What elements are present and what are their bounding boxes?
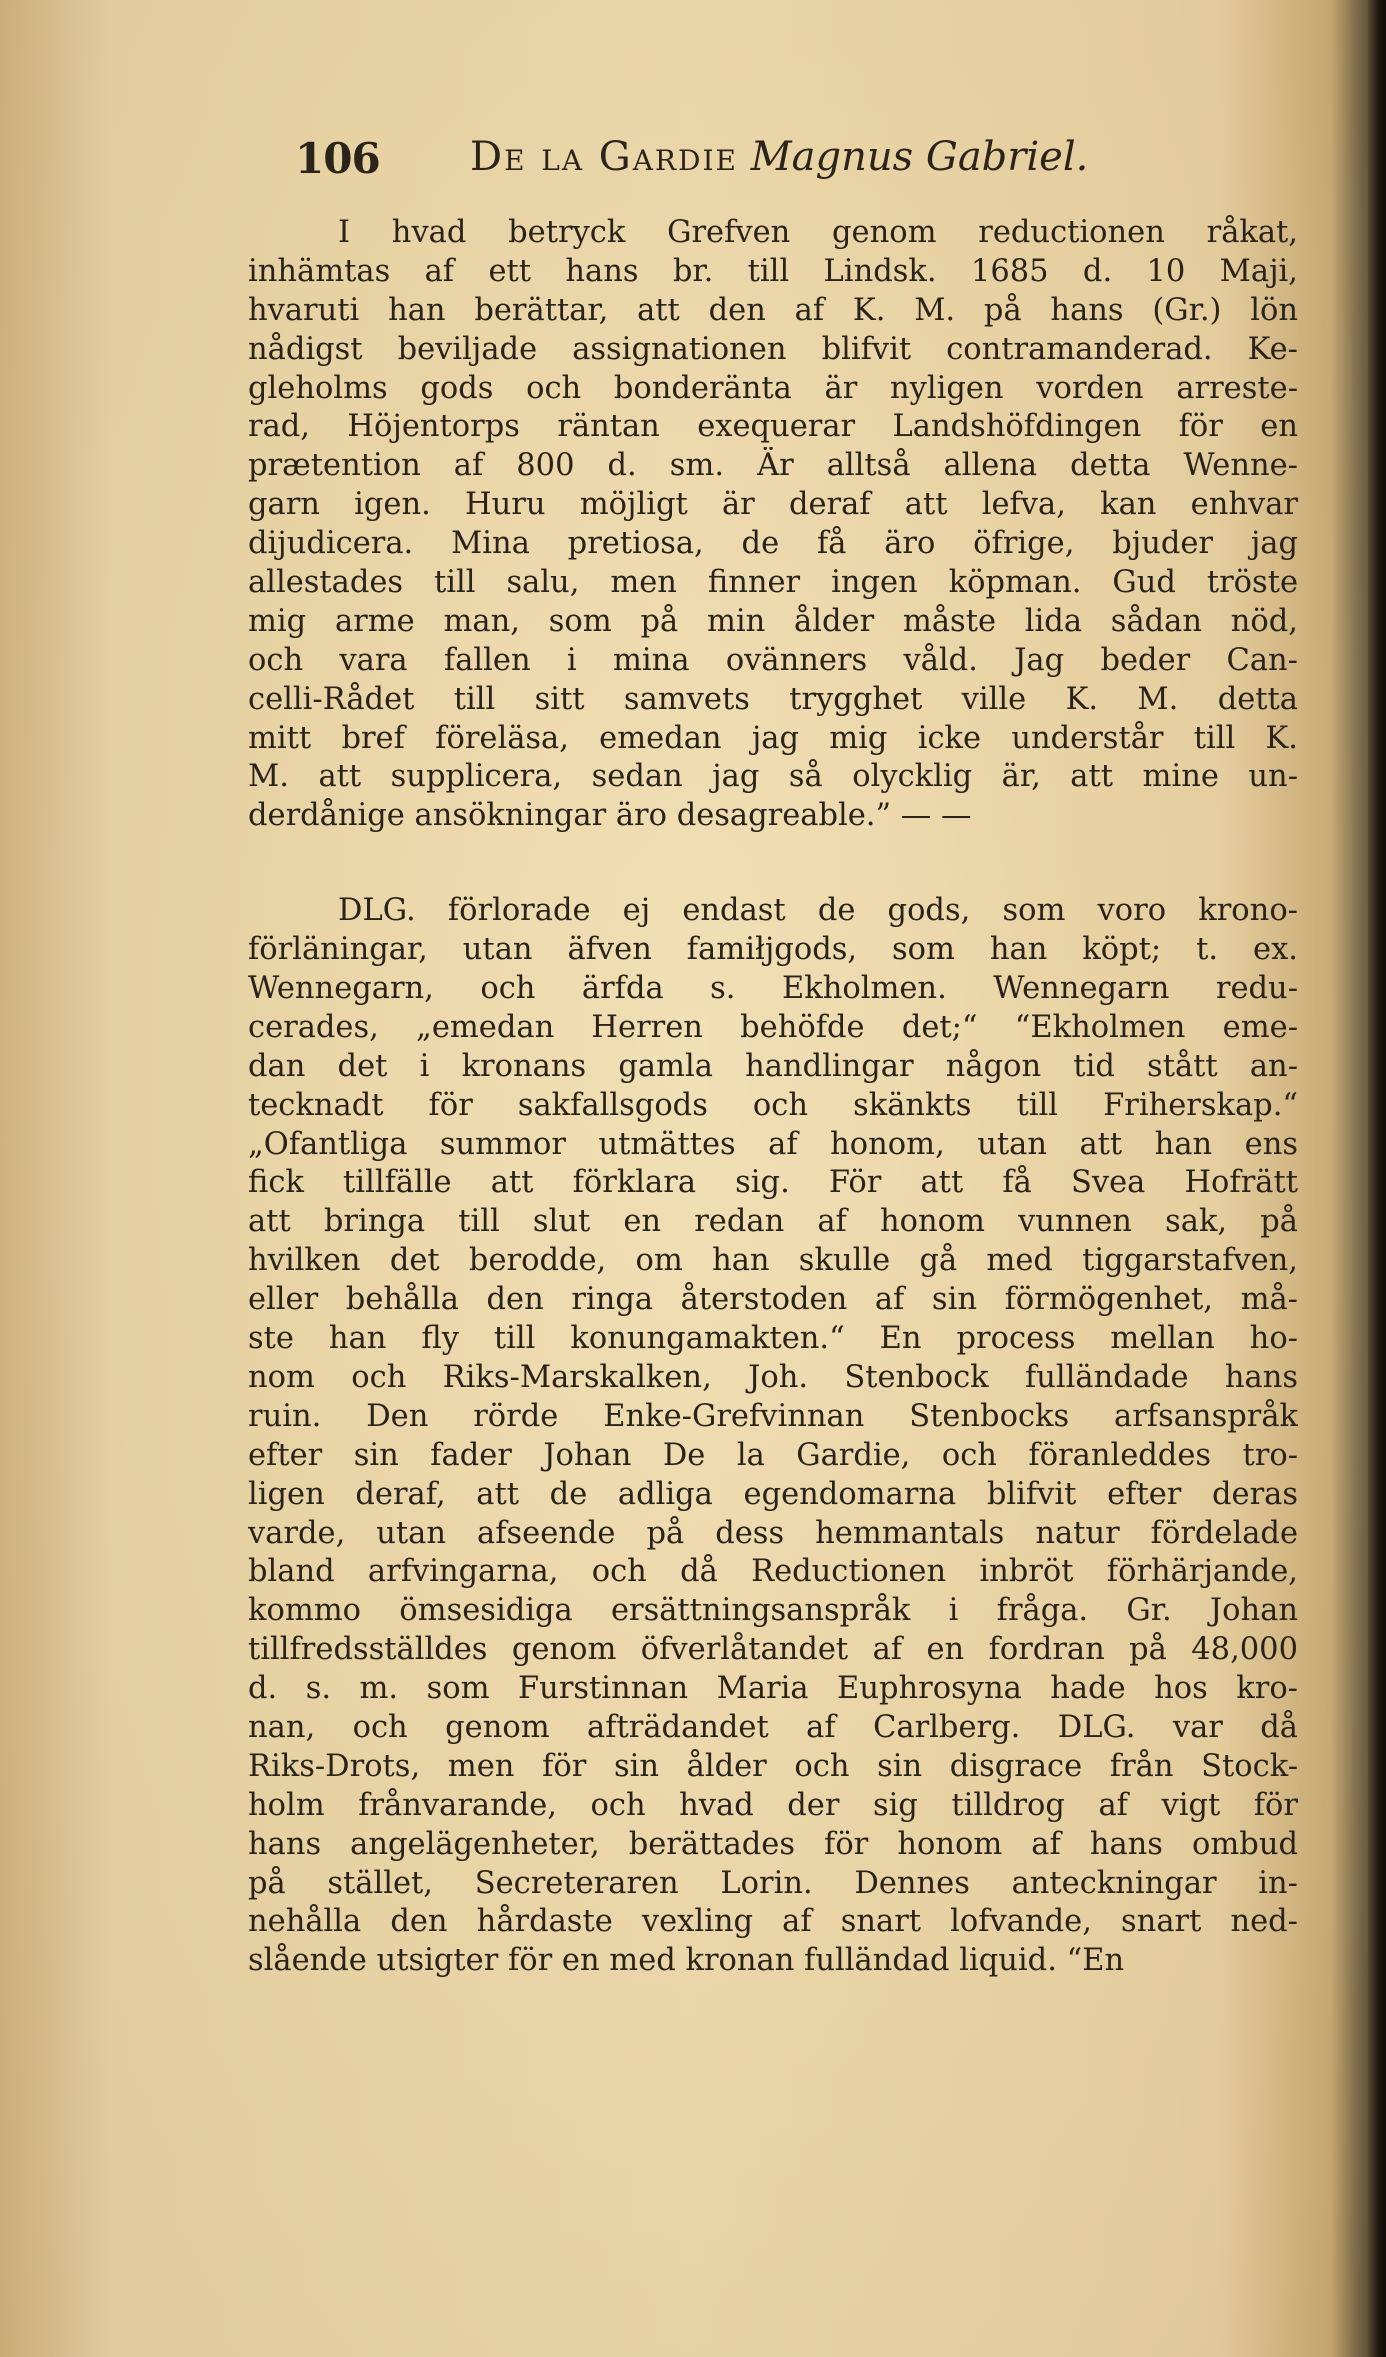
text-line: förläningar, utan äfven famiłjgods, som han köpt; t. ex.: [248, 932, 1298, 968]
text-line: allestades till salu, men finner ingen köpman. Gud tröste: [248, 565, 1298, 601]
text-line: mig arme man, som på min ålder måste lida sådan nöd,: [248, 603, 1298, 639]
text-line: Riks-Drots, men för sin ålder och sin disgrace från Stock-: [248, 1748, 1298, 1784]
paragraph-gap: [248, 836, 1298, 892]
text-line: och vara fallen i mina ovänners våld. Jag beder Can-: [248, 642, 1298, 678]
text-line: slående utsigter för en med kronan fulländad liquid. “En: [248, 1943, 1125, 1979]
page-edge: [1368, 0, 1386, 2357]
body-text: [248, 214, 1298, 1981]
paragraph-2: [248, 892, 1298, 1981]
text-line: DLG. förlorade ej endast de gods, som voro krono-: [338, 893, 1298, 929]
running-head: [470, 134, 1088, 180]
text-line: bland arfvingarna, och då Reductionen inbröt förhärjande,: [248, 1554, 1298, 1590]
text-line: hans angelägenheter, berättades för honom af hans ombud: [248, 1826, 1298, 1862]
text-line: hvaruti han berättar, att den af K. M. på hans (Gr.) lön: [248, 292, 1298, 328]
text-line: celli-Rådet till sitt samvets trygghet ville K. M. detta: [248, 681, 1298, 717]
running-head-author-prefix: De la Gardie: [470, 134, 738, 180]
text-line: d. s. m. som Furstinnan Maria Euphrosyna hade hos kro-: [248, 1671, 1298, 1707]
text-line: nom och Riks-Marskalken, Joh. Stenbock fulländade hans: [248, 1359, 1298, 1395]
text-line: holm frånvarande, och hvad der sig tilldrog af vigt för: [248, 1787, 1298, 1823]
text-line: ste han fly till konungamakten.“ En process mellan ho-: [248, 1321, 1298, 1357]
text-line: prætention af 800 d. sm. Är alltså allena detta Wenne-: [248, 448, 1298, 484]
text-line: cerades, „emedan Herren behöfde det;“ “Ekholmen eme-: [248, 1009, 1298, 1045]
text-line: gleholms gods och bonderänta är nyligen vorden arreste-: [248, 370, 1298, 406]
text-line: nan, och genom afträdandet af Carlberg. DLG. var då: [248, 1709, 1298, 1745]
text-line: dijudicera. Mina pretiosa, de få äro öfrige, bjuder jag: [248, 526, 1298, 562]
text-line: nehålla den hårdaste vexling af snart lofvande, snart ned-: [248, 1904, 1298, 1940]
page-number: 106: [295, 134, 380, 183]
paragraph-1: [248, 214, 1298, 836]
text-line: att bringa till slut en redan af honom vunnen sak, på: [248, 1204, 1298, 1240]
text-line: garn igen. Huru möjligt är deraf att lefva, kan enhvar: [248, 487, 1298, 523]
text-line: Wennegarn, och ärfda s. Ekholmen. Wennegarn redu-: [248, 971, 1298, 1007]
text-line: tillfredsställdes genom öfverlåtandet af en fordran på 48,000: [248, 1632, 1298, 1668]
text-line: M. att supplicera, sedan jag så olycklig är, att mine un-: [248, 759, 1298, 795]
text-line: derdånige ansökningar äro desagreable.” — —: [248, 798, 972, 834]
text-line: dan det i kronans gamla handlingar någon tid stått an-: [248, 1048, 1298, 1084]
text-line: I hvad betryck Grefven genom reductionen råkat,: [338, 215, 1298, 250]
page-header: [295, 134, 1295, 184]
running-head-author-name: Magnus Gabriel.: [750, 134, 1089, 180]
text-line: efter sin fader Johan De la Gardie, och föranleddes tro-: [248, 1437, 1298, 1473]
text-line: kommo ömsesidiga ersättningsanspråk i fråga. Gr. Johan: [248, 1593, 1298, 1629]
text-line: hvilken det berodde, om han skulle gå med tiggarstafven,: [248, 1243, 1298, 1279]
text-line: tecknadt för sakfallsgods och skänkts till Friherskap.“: [248, 1087, 1298, 1123]
text-line: inhämtas af ett hans br. till Lindsk. 1685 d. 10 Maji,: [248, 253, 1298, 289]
text-line: eller behålla den ringa återstoden af sin förmögenhet, må-: [248, 1282, 1298, 1318]
text-line: ligen deraf, att de adliga egendomarna blifvit efter deras: [248, 1476, 1298, 1512]
text-line: mitt bref föreläsa, emedan jag mig icke understår till K.: [248, 720, 1298, 756]
text-line: nådigst beviljade assignationen blifvit contramanderad. Ke-: [248, 331, 1298, 367]
text-line: rad, Höjentorps räntan exequerar Landshöfdingen för en: [248, 409, 1298, 445]
text-line: varde, utan afseende på dess hemmantals natur fördelade: [248, 1515, 1298, 1551]
text-line: „Ofantliga summor utmättes af honom, utan att han ens: [248, 1126, 1298, 1162]
text-line: fick tillfälle att förklara sig. För att få Svea Hofrätt: [248, 1165, 1298, 1201]
text-line: ruin. Den rörde Enke-Grefvinnan Stenbocks arfsanspråk: [248, 1398, 1298, 1434]
text-line: på stället, Secreteraren Lorin. Dennes anteckningar in-: [248, 1865, 1298, 1901]
